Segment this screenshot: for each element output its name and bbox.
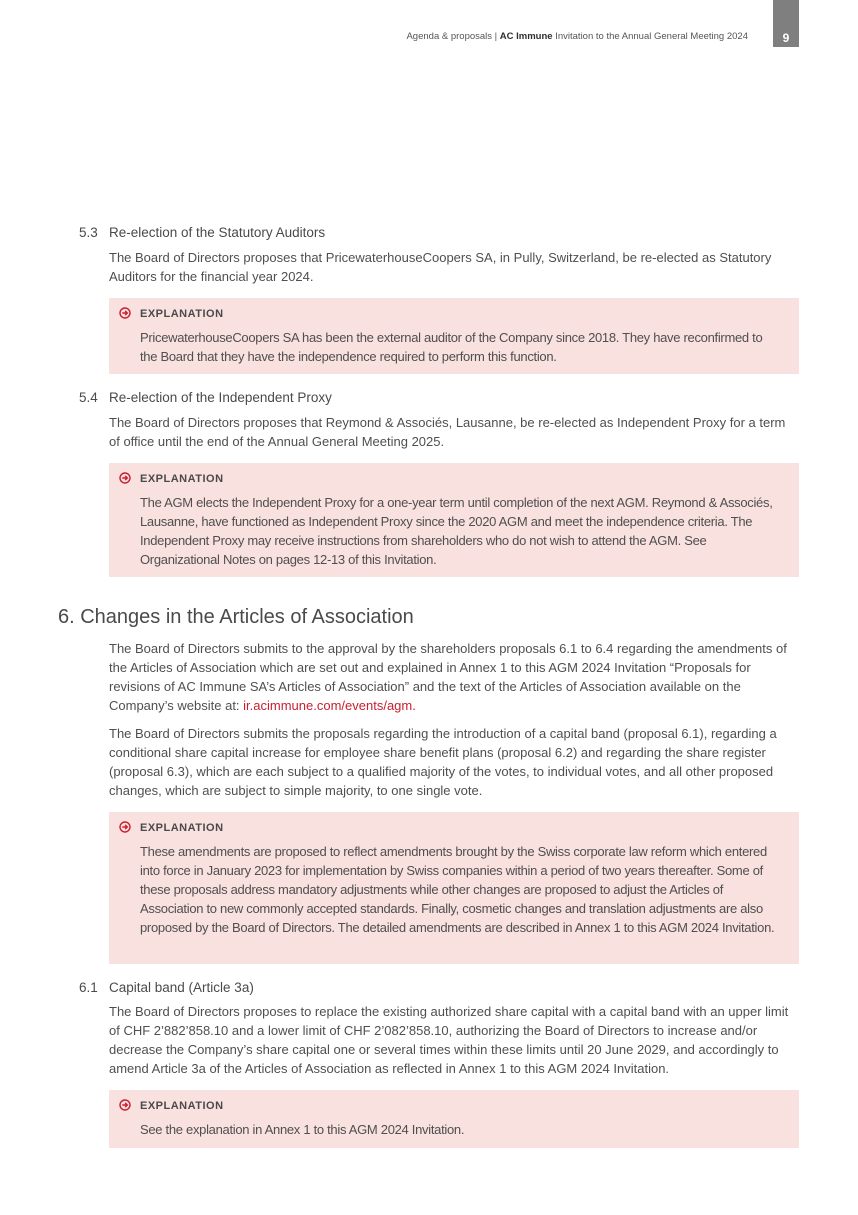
explanation-box-5-3 [109, 298, 799, 374]
heading-title: Re-election of the Statutory Auditors [109, 225, 326, 240]
arrow-circle-right-icon [119, 307, 131, 319]
explanation-box-5-4 [109, 463, 799, 577]
heading-5-3 [79, 225, 325, 240]
page-header [406, 31, 748, 42]
heading-title: Re-election of the Independent Proxy [109, 390, 332, 405]
header-brand: AC Immune [499, 31, 553, 42]
header-section: Agenda & proposals [406, 31, 493, 42]
heading-number: 6.1 [79, 980, 98, 995]
arrow-circle-right-icon [119, 821, 131, 833]
explanation-box-6 [109, 812, 799, 964]
paragraph-6-intro [109, 639, 799, 715]
paragraph-6-votes: The Board of Directors submits the proposals regarding the introduction of a capital band (proposal 6.1), regarding a conditional share capital increase for employee share benefit plans (proposal 6.2) and regarding the share register (proposal 6.3), which are each subject to a qualified majority of the votes, to individual votes, and all other proposed changes, which are subject to simple majority, to one single vote. [109, 726, 777, 798]
explanation-title: EXPLANATION [140, 1100, 224, 1112]
heading-6-1 [79, 980, 254, 995]
heading-number: 5.4 [79, 390, 98, 405]
agm-website-link[interactable]: ir.acimmune.com/events/agm. [243, 698, 416, 713]
explanation-text: PricewaterhouseCoopers SA has been the external auditor of the Company since 2018. They have reconfirmed to the Board that they have the independence required to perform this function. [140, 330, 763, 364]
explanation-text: These amendments are proposed to reflect amendments brought by the Swiss corporate law reform which entered into force in January 2023 for implementation by Swiss companies within a period of two years thereafter. Some of these proposals address mandatory adjustments while other changes are proposed to adjust the Articles of Association to new commonly accepted standards. Finally, cosmetic changes and translation adjustments are also proposed by the Board of Directors. The detailed amendments are described in Annex 1 to this AGM 2024 Invitation. [140, 844, 775, 935]
explanation-title: EXPLANATION [140, 308, 224, 320]
explanation-box-6-1 [109, 1090, 799, 1148]
explanation-title: EXPLANATION [140, 822, 224, 834]
heading-title: Capital band (Article 3a) [109, 980, 254, 995]
page-number: 9 [773, 0, 799, 47]
paragraph-5-3: The Board of Directors proposes that PricewaterhouseCoopers SA, in Pully, Switzerland, be re-elected as Statutory Auditors for the financial year 2024. [109, 250, 772, 284]
header-separator: | [494, 31, 498, 42]
section-heading-6: 6. Changes in the Articles of Association [58, 606, 414, 628]
paragraph-5-4: The Board of Directors proposes that Reymond & Associés, Lausanne, be re-elected as Independent Proxy for a term of office until the end of the Annual General Meeting 2025. [109, 415, 786, 449]
explanation-text: See the explanation in Annex 1 to this AGM 2024 Invitation. [140, 1122, 465, 1137]
explanation-text: The AGM elects the Independent Proxy for a one-year term until completion of the next AGM. Reymond & Associés, Lausanne, have functioned as Independent Proxy since the 2020 AGM and meet the independence criteria. The Independent Proxy may receive instructions from shareholders who do not wish to attend the AGM. See Organizational Notes on pages 12-13 of this Invitation. [140, 495, 773, 567]
paragraph-text: The Board of Directors submits to the approval by the shareholders proposals 6.1 to 6.4 regarding the amendments of the Articles of Association which are set out and explained in Annex 1 to this AGM 2024 Invitation “Proposals for revisions of AC Immune SA’s Articles of Association” and the text of the Articles of Association available on the Company’s website at: [109, 641, 787, 713]
arrow-circle-right-icon [119, 1099, 131, 1111]
heading-number: 5.3 [79, 225, 98, 240]
arrow-circle-right-icon [119, 472, 131, 484]
paragraph-6-1: The Board of Directors proposes to replace the existing authorized share capital with a capital band with an upper limit of CHF 2’882’858.10 and a lower limit of CHF 2’082’858.10, authorizing the Board of Directors to increase and/or decrease the Company’s share capital one or several times within these limits until 20 June 2029, and accordingly to amend Article 3a of the Articles of Association as reflected in Annex 1 to this AGM 2024 Invitation. [109, 1004, 789, 1076]
header-title: Invitation to the Annual General Meeting 2024 [555, 31, 748, 42]
explanation-title: EXPLANATION [140, 473, 224, 485]
heading-5-4 [79, 390, 332, 405]
